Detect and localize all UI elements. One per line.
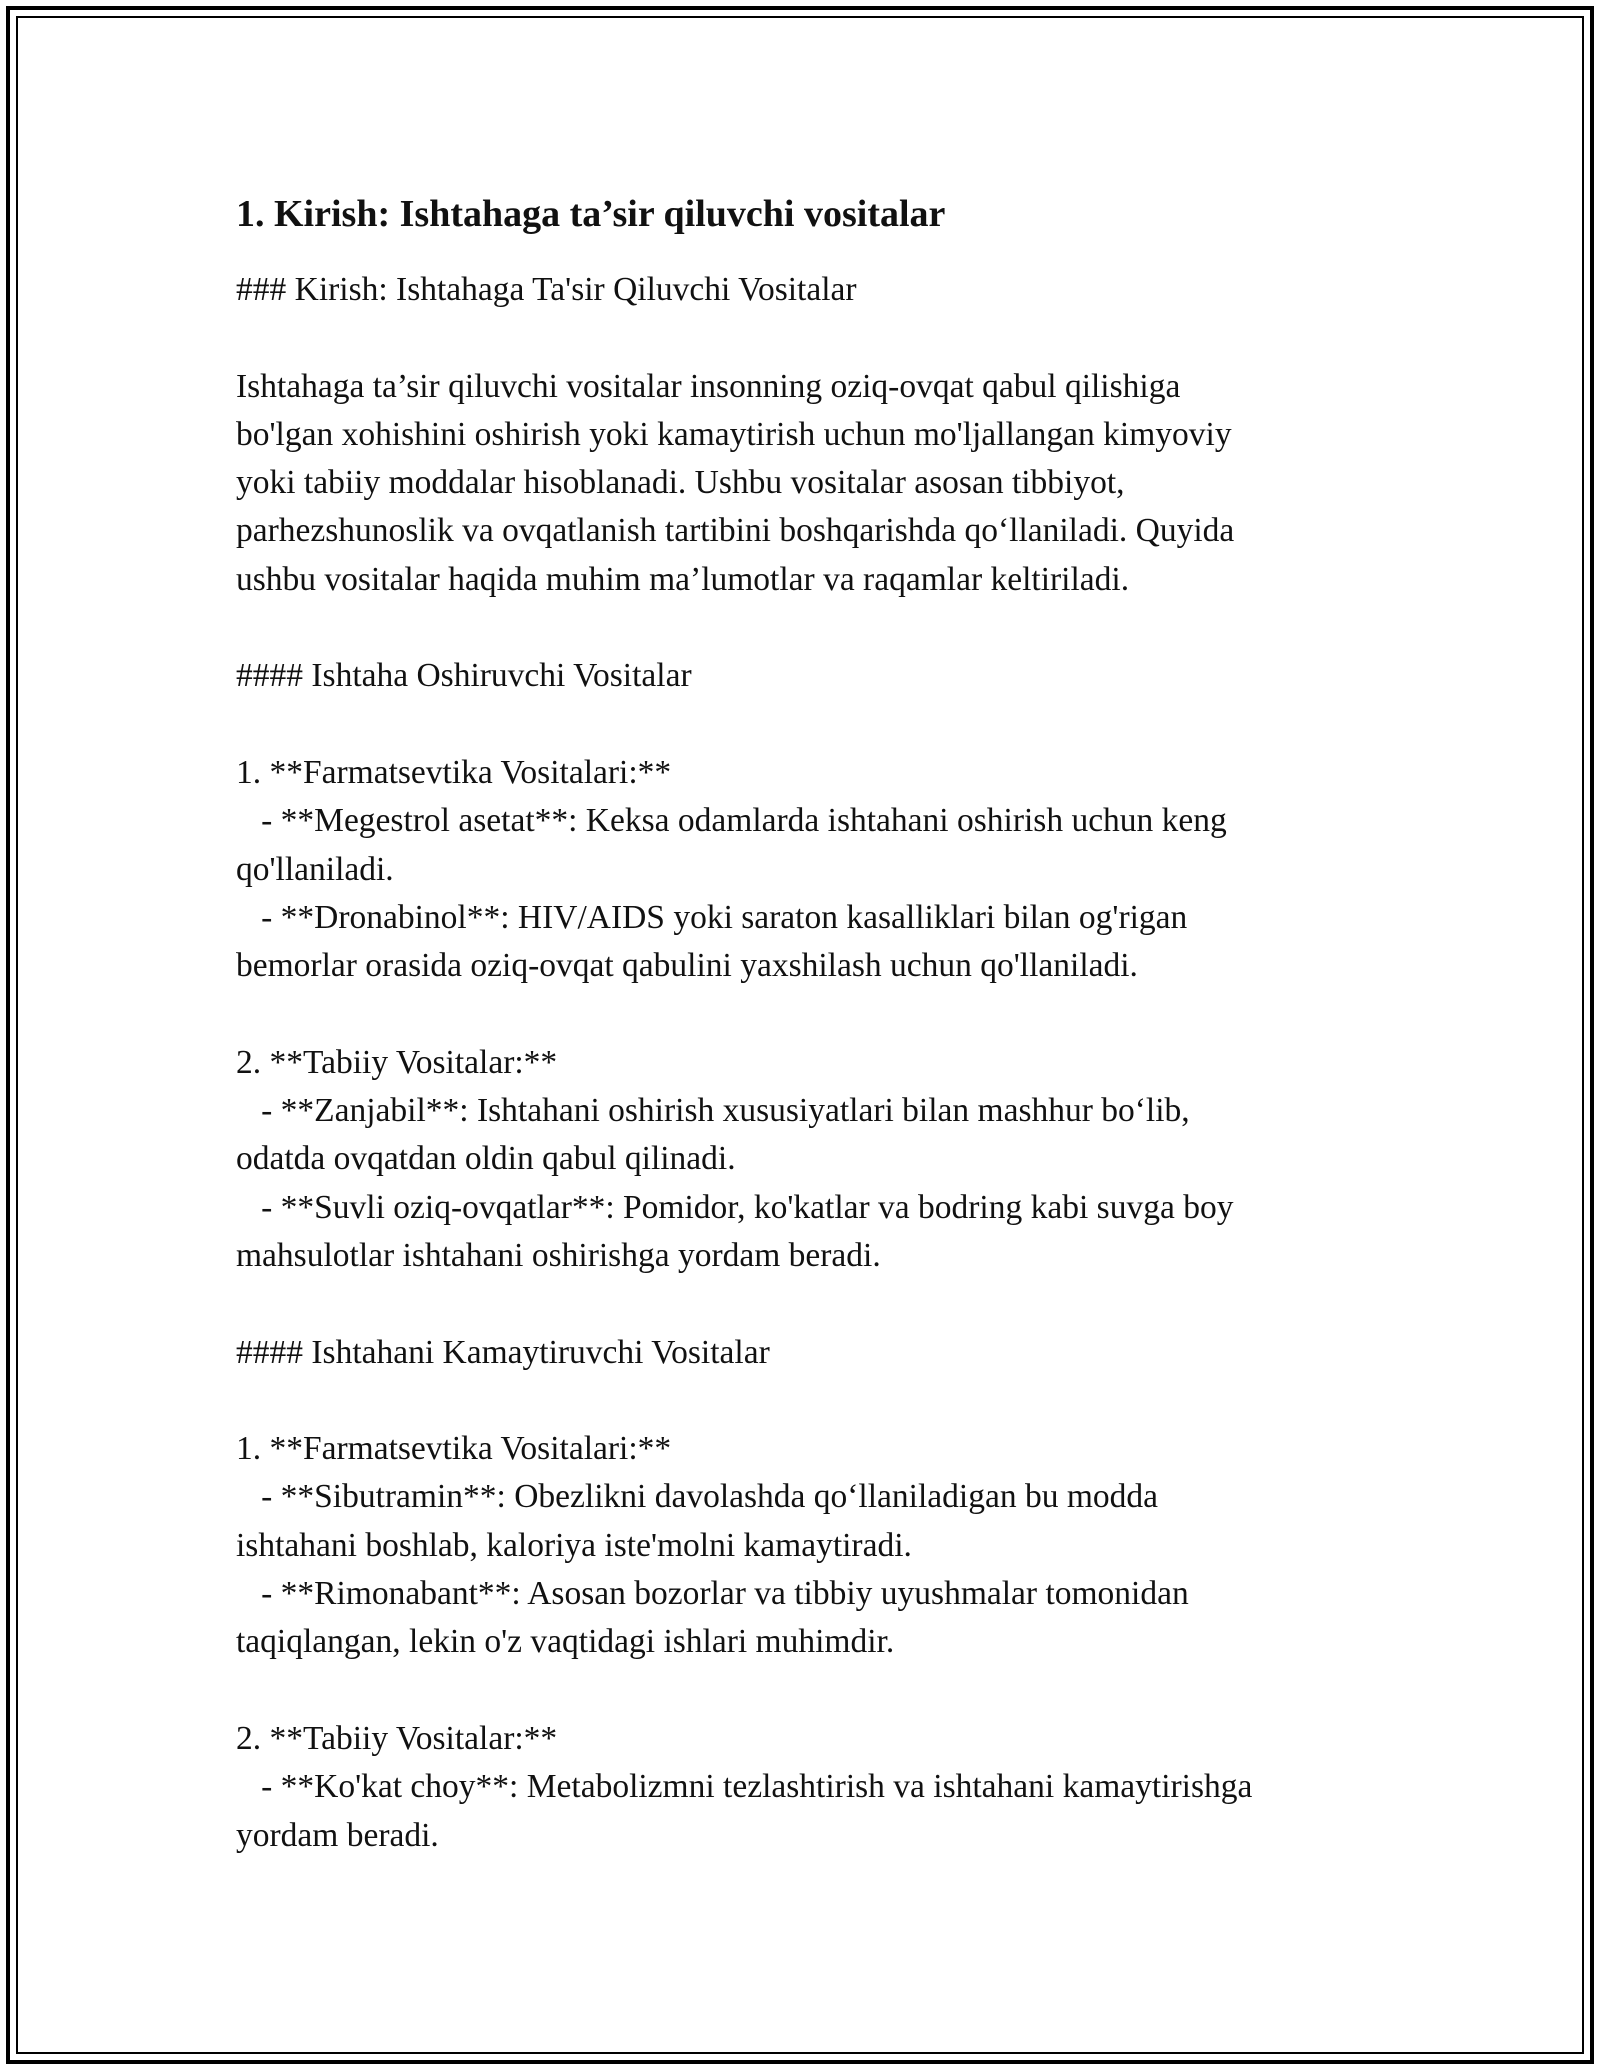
text-line: - **Sibutramin**: Obezlikni davolashda qo‘llaniladigan bu modda bbox=[236, 1478, 1159, 1516]
text-line: #### Ishtahani Kamaytiruvchi Vositalar bbox=[236, 1333, 770, 1371]
text-line: yoki tabiiy moddalar hisoblanadi. Ushbu vositalar asosan tibbiyot, bbox=[236, 464, 1125, 502]
text-line: - **Zanjabil**: Ishtahani oshirish xususiyatlari bilan mashhur bo‘lib, bbox=[236, 1092, 1190, 1130]
text-line: bemorlar orasida oziq-ovqat qabulini yaxshilash uchun qo'llaniladi. bbox=[236, 947, 1138, 985]
text-line: odatda ovqatdan oldin qabul qilinadi. bbox=[236, 1140, 736, 1178]
text-line: - **Megestrol asetat**: Keksa odamlarda ishtahani oshirish uchun keng bbox=[236, 802, 1227, 840]
document-title: 1. Kirish: Ishtahaga ta’sir qiluvchi vositalar bbox=[236, 193, 946, 235]
document-body bbox=[236, 186, 1366, 1860]
text-line: #### Ishtaha Oshiruvchi Vositalar bbox=[236, 657, 692, 695]
text-line: 1. **Farmatsevtika Vositalari:** bbox=[236, 1430, 672, 1468]
blank-line bbox=[236, 701, 1366, 749]
text-line: taqiqlangan, lekin o'z vaqtidagi ishlari muhimdir. bbox=[236, 1623, 895, 1661]
text-line: 2. **Tabiiy Vositalar:** bbox=[236, 1719, 558, 1757]
text-line: - **Suvli oziq-ovqatlar**: Pomidor, ko'katlar va bodring kabi suvga boy bbox=[236, 1188, 1234, 1226]
text-line: 1. **Farmatsevtika Vositalari:** bbox=[236, 753, 672, 791]
text-line: parhezshunoslik va ovqatlanish tartibini boshqarishda qo‘llaniladi. Quyida bbox=[236, 512, 1235, 550]
text-line: mahsulotlar ishtahani oshirishga yordam beradi. bbox=[236, 1236, 881, 1274]
text-line: - **Dronabinol**: HIV/AIDS yoki saraton kasalliklari bilan og'rigan bbox=[236, 898, 1188, 936]
text-line: ### Kirish: Ishtahaga Ta'sir Qiluvchi Vositalar bbox=[236, 271, 857, 308]
text-line: - **Rimonabant**: Asosan bozorlar va tibbiy uyushmalar tomonidan bbox=[236, 1575, 1189, 1613]
text-line: 2. **Tabiiy Vositalar:** bbox=[236, 1043, 558, 1081]
text-line: qo'llaniladi. bbox=[236, 850, 394, 888]
blank-line bbox=[236, 1667, 1366, 1715]
text-line: yordam beradi. bbox=[236, 1816, 439, 1854]
blank-line bbox=[236, 1377, 1366, 1425]
blank-line bbox=[236, 990, 1366, 1038]
blank-line bbox=[236, 1280, 1366, 1328]
text-line: ushbu vositalar haqida muhim ma’lumotlar va raqamlar keltiriladi. bbox=[236, 560, 1130, 598]
text-line: bo'lgan xohishini oshirish yoki kamaytirish uchun mo'ljallangan kimyoviy bbox=[236, 415, 1232, 453]
blank-line bbox=[236, 314, 1366, 362]
document-lines bbox=[236, 266, 1366, 1860]
blank-line bbox=[236, 604, 1366, 652]
text-line: - **Ko'kat choy**: Metabolizmni tezlashtirish va ishtahani kamaytirishga bbox=[236, 1768, 1253, 1806]
text-line: ishtahani boshlab, kaloriya iste'molni kamaytiradi. bbox=[236, 1526, 912, 1564]
text-line: Ishtahaga ta’sir qiluvchi vositalar insonning oziq-ovqat qabul qilishiga bbox=[236, 367, 1181, 405]
